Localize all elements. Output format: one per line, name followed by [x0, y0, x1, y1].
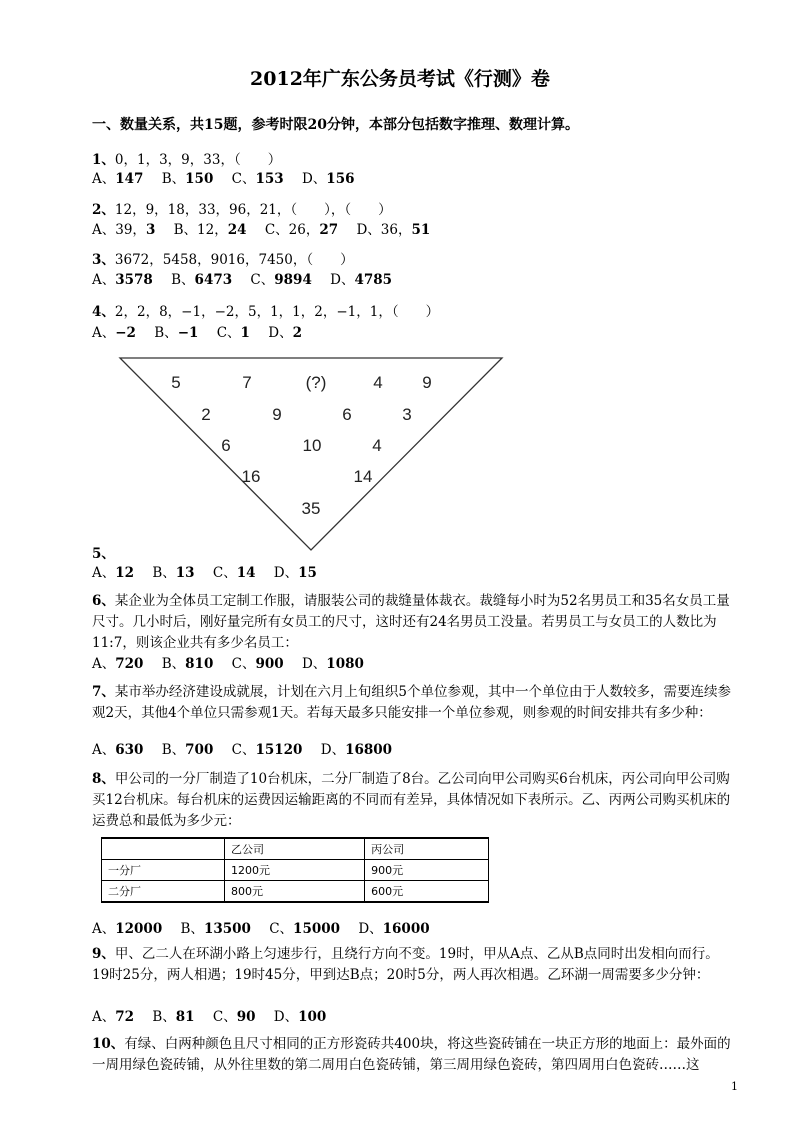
option-c: C、15000 [269, 921, 341, 937]
question-5-options [92, 561, 331, 581]
triangle-number: 3 [402, 405, 412, 424]
question-number: 8、 [92, 771, 115, 787]
option-a: A、72 [92, 1009, 135, 1025]
option-b: B、−1 [154, 325, 199, 341]
triangle-number: 9 [422, 373, 432, 392]
option-b: B、81 [152, 1009, 195, 1025]
option-b: B、810 [161, 656, 214, 672]
option-c: C、26，27 [264, 222, 339, 238]
table-row [102, 860, 489, 881]
option-d: D、156 [301, 171, 355, 187]
option-a: A、12000 [92, 921, 163, 937]
triangle-number: 5 [171, 373, 181, 392]
option-c: C、153 [231, 171, 284, 187]
question-text: 甲、乙二人在环湖小路上匀速步行，且绕行方向不变。19时，甲从A点、乙从B点同时出发相向而行。19时25分，两人相遇；19时45分，甲到达B点；20时5分，两人再次相遇。乙环湖一周需要多少分钟： [92, 946, 719, 983]
option-d: D、16000 [358, 921, 430, 937]
option-c: C、1 [216, 325, 250, 341]
table-cell: 600元 [365, 881, 489, 903]
option-b: B、13 [152, 565, 195, 581]
question-number: 2、 [92, 202, 115, 218]
section-heading: 一、数量关系，共15题，参考时限20分钟，本部分包括数字推理、数理计算。 [92, 117, 579, 133]
table-cell: 1200元 [225, 860, 365, 881]
option-c: C、14 [212, 565, 256, 581]
table-cell [102, 838, 225, 860]
question-text: 有绿、白两种颜色且尺寸相同的正方形瓷砖共400块，将这些瓷砖铺在一块正方形的地面上：最外面的一周用绿色瓷砖铺，从外往里数的第二周用白色瓷砖铺，第三周用绿色瓷砖，第四周用白色瓷砖……这 [92, 1036, 731, 1073]
option-d: D、2 [268, 325, 302, 341]
option-c: C、9894 [250, 272, 312, 288]
table-cell: 一分厂 [102, 860, 225, 881]
question-1-options [92, 167, 368, 187]
question-8-options [92, 917, 444, 937]
question-1 [92, 148, 281, 168]
question-text: 某企业为全体员工定制工作服，请服装公司的裁缝量体裁衣。裁缝每小时为52名男员工和35名女员工量尺寸。几小时后，刚好量完所有女员工的尺寸，这时还有24名男员工没量。若男员工与女员工的人数比为11:7，则该企业共有多少名员工： [92, 593, 730, 651]
question-number: 9、 [92, 946, 115, 962]
question-7-options [92, 738, 406, 758]
page-number: 1 [731, 1080, 738, 1093]
question-3 [92, 248, 354, 268]
question-number: 5、 [92, 546, 115, 562]
question-6 [92, 591, 732, 654]
triangle-number: 2 [201, 405, 211, 424]
question-number: 6、 [92, 593, 115, 609]
option-a: A、720 [92, 656, 144, 672]
option-a: A、−2 [92, 325, 136, 341]
question-text: 甲公司的一分厂制造了10台机床，二分厂制造了8台。乙公司向甲公司购买6台机床，丙公司向甲公司购买12台机床。每台机床的运费因运输距离的不同而有差异，具体情况如下表所示。乙、丙两公司购买机床的运费总和最低为多少元： [92, 771, 731, 829]
number-triangle-figure [110, 350, 510, 555]
triangle-number: 14 [353, 467, 373, 486]
triangle-number: 9 [272, 405, 282, 424]
question-text: 12，9，18，33，96，21，（ ），（ ） [114, 202, 392, 218]
option-b: B、150 [161, 171, 214, 187]
question-9-options [92, 1005, 340, 1025]
table-row [102, 881, 489, 903]
question-number: 3、 [92, 252, 115, 268]
question-text: 某市举办经济建设成就展，计划在六月上旬组织5个单位参观，其中一个单位由于人数较多，需要连续参观2天，其他4个单位只需参观1天。若每天最多只能安排一个单位参观，则参观的时间安排共有多少种： [92, 684, 731, 721]
option-a: A、12 [92, 565, 135, 581]
table-header: 丙公司 [365, 838, 489, 860]
triangle-number: 16 [241, 467, 261, 486]
triangle-number: 10 [302, 436, 322, 455]
question-6-options [92, 652, 378, 672]
question-4 [92, 300, 439, 320]
question-text: 2，2，8，−1，−2，5，1，1，2，−1，1，（ ） [114, 304, 440, 320]
option-c: C、900 [231, 656, 284, 672]
option-a: A、3578 [92, 272, 153, 288]
question-9 [92, 944, 732, 986]
question-5 [92, 542, 115, 562]
option-d: D、15 [273, 565, 317, 581]
triangle-number: 35 [301, 499, 321, 518]
question-10 [92, 1034, 732, 1076]
table-header-row [102, 838, 489, 860]
option-d: D、1080 [301, 656, 364, 672]
option-a: A、39，3 [92, 222, 156, 238]
page-title: 2012年广东公务员考试《行测》卷 [250, 68, 550, 90]
triangle-number: 6 [221, 436, 231, 455]
option-b: B、12，24 [173, 222, 247, 238]
triangle-number: 7 [242, 373, 252, 392]
triangle-number: 4 [372, 436, 382, 455]
option-b: B、700 [161, 742, 214, 758]
question-number: 1、 [92, 152, 115, 168]
triangle-unknown: (?) [305, 373, 327, 392]
question-text: 3672，5458，9016，7450，（ ） [114, 252, 354, 268]
question-4-options [92, 321, 316, 341]
table-cell: 二分厂 [102, 881, 225, 903]
option-a: A、147 [92, 171, 144, 187]
option-d: D、36，51 [356, 222, 431, 238]
question-2 [92, 198, 392, 218]
triangle-number: 4 [373, 373, 383, 392]
question-text: 0，1，3，9，33，（ ） [114, 152, 282, 168]
option-b: B、6473 [171, 272, 233, 288]
option-c: C、15120 [231, 742, 303, 758]
table-cell: 800元 [225, 881, 365, 903]
option-d: D、100 [273, 1009, 327, 1025]
question-3-options [92, 268, 406, 288]
question-number: 7、 [92, 684, 115, 700]
table-header: 乙公司 [225, 838, 365, 860]
option-c: C、90 [212, 1009, 256, 1025]
question-8 [92, 769, 732, 832]
question-number: 10、 [92, 1036, 125, 1052]
freight-cost-table [101, 837, 489, 903]
table-cell: 900元 [365, 860, 489, 881]
option-a: A、630 [92, 742, 144, 758]
triangle-number: 6 [342, 405, 352, 424]
question-number: 4、 [92, 304, 115, 320]
option-d: D、4785 [330, 272, 393, 288]
question-7 [92, 682, 732, 724]
option-b: B、13500 [180, 921, 251, 937]
option-d: D、16800 [320, 742, 393, 758]
question-2-options [92, 218, 444, 238]
